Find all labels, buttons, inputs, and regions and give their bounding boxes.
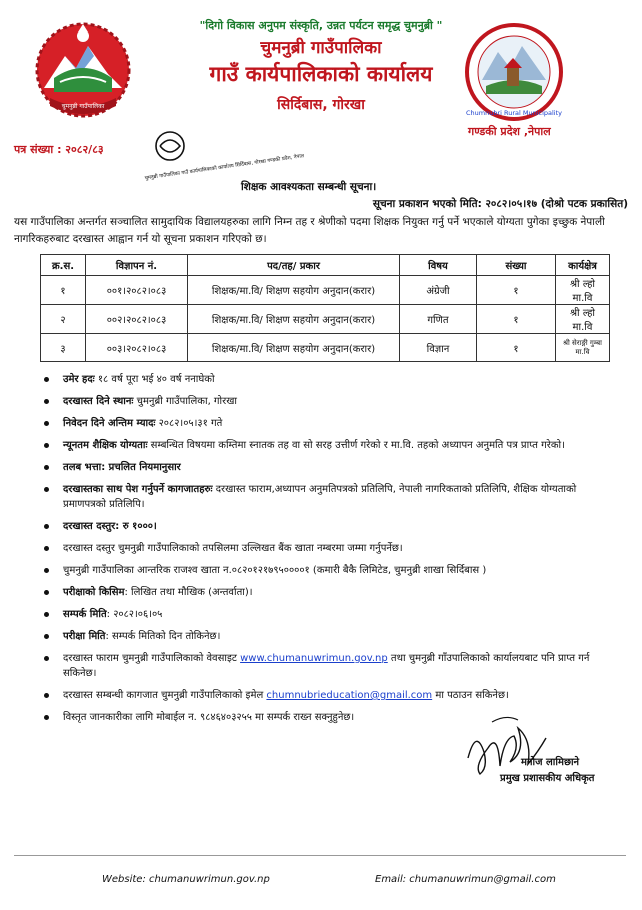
signatory-name: मनोज लामिछाने xyxy=(521,757,580,768)
province-label: गण्डकी प्रदेश ,नेपाल xyxy=(468,125,551,138)
left-logo-text: चुमनुब्री गाउँपालिका xyxy=(61,103,105,110)
cell: शिक्षक/मा.वि/ शिक्षण सहयोग अनुदान(करार) xyxy=(188,305,400,334)
item-text: विस्तृत जानकारीका लागि मोबाईल न. ९८४६४०३२५५ मा सम्पर्क राख्न सक्नुहुनेछ। xyxy=(63,712,355,723)
item-text: चुमनुब्री गाउँपालिका, गोरखा xyxy=(133,396,238,407)
item-text: दरखास्त फाराम चुमनुब्री गाउँपालिकाको वेवसाइट xyxy=(63,653,241,664)
list-item xyxy=(40,438,620,453)
email-link[interactable]: chumnubrieducation@gmail.com xyxy=(266,690,433,701)
item-text: चुमनुब्री गाउँपालिका आन्तरिक राजश्व खाता न.०८२०१२१७९५००००१ (कमारी बैकै लिमिटेड, चुमनुब्री शाखा सिर्दिबास ) xyxy=(63,565,487,576)
bullet-icon xyxy=(44,715,49,720)
notice-intro: यस गाउँपालिका अन्तर्गत सञ्चालित सामुदायिक विद्यालयहरुका लागि निम्न तह र श्रेणीको पदमा शिक्षक नियुक्त गर्नु पर्ने भएकाले योग्यता पुगेका इच्छुक नेपाली नागरिकहरुबाट दरखास्त आह्वान गर्न यो सूचना प्रकाशन गरिएको छ। xyxy=(14,216,605,245)
item-label: दरखास्त दिने स्थानः xyxy=(63,396,134,407)
cell: गणित xyxy=(400,305,477,334)
bullet-icon xyxy=(44,693,49,698)
table-header-row xyxy=(41,255,610,276)
municipality-name: चुमनुब्री गाउँपालिका xyxy=(260,38,382,58)
cell: १ xyxy=(477,276,556,305)
cell: विज्ञान xyxy=(400,334,477,362)
cell: १ xyxy=(477,334,556,362)
stamp-text: चुमनुब्री गाउँपालिका गाउँ कार्यपालिकाको कार्यालय सिर्दिबास, गोरखा गण्डकी प्रदेश, नेपाल xyxy=(144,153,305,182)
list-item xyxy=(40,607,620,622)
bullet-icon xyxy=(44,568,49,573)
bullet-icon xyxy=(44,487,49,492)
item-text: २०८२।०५।३१ गते xyxy=(155,418,223,429)
cell: श्री ल्हो मा.वि xyxy=(556,305,610,334)
bullet-icon xyxy=(44,656,49,661)
item-label: तलब भत्ता: प्रचलित नियमानुसार xyxy=(63,462,181,473)
bullet-icon xyxy=(44,443,49,448)
bullet-icon xyxy=(44,612,49,617)
website-link[interactable]: www.chumanuwrimun.gov.np xyxy=(240,653,388,664)
list-item xyxy=(40,372,620,387)
requirements-list xyxy=(40,372,620,732)
list-item xyxy=(40,416,620,431)
office-name: गाउँ कार्यपालिकाको कार्यालय xyxy=(209,62,433,86)
list-item xyxy=(40,629,620,644)
item-text: दरखास्त दस्तुर चुमनुब्री गाउँपालिकाको तपसिलमा उल्लिखत बैंक खाता नम्बरमा जम्मा गर्नुपर्नेछ। xyxy=(63,543,403,554)
list-item xyxy=(40,482,620,512)
reference-number: पत्र संख्या : २०८२/८३ xyxy=(14,143,104,156)
slogan: "दिगो विकास अनुपम संस्कृति, उन्नत पर्यटन समृद्ध चुमनुब्री " xyxy=(199,19,443,32)
cell: ३ xyxy=(41,334,86,362)
bullet-icon xyxy=(44,377,49,382)
cell: १ xyxy=(41,276,86,305)
item-label: परीक्षा मिति xyxy=(63,631,106,642)
table-row xyxy=(41,305,610,334)
item-label: निवेदन दिने अन्तिम म्यादः xyxy=(63,418,156,429)
list-item xyxy=(40,541,620,556)
item-text: : २०८२।०६।०५ xyxy=(106,609,163,620)
item-text: : सम्पर्क मितिको दिन तोकिनेछ। xyxy=(105,631,221,642)
list-item xyxy=(40,563,620,578)
list-item xyxy=(40,651,620,681)
footer-divider xyxy=(14,855,626,856)
footer-email: Email: chumanuwrimun@gmail.com xyxy=(375,874,556,885)
col-post: पद/तह/ प्रकार xyxy=(188,255,400,276)
col-count: संख्या xyxy=(477,255,556,276)
right-logo-text: Chumnubri Rural Municipality xyxy=(465,109,563,117)
cell: ००१।२०८२।०८३ xyxy=(86,276,188,305)
col-ad-no: विज्ञापन नं. xyxy=(86,255,188,276)
col-sn: क्र.स. xyxy=(41,255,86,276)
list-item xyxy=(40,585,620,600)
cell: श्री सेराङ्गी गुम्बा मा.वि xyxy=(556,334,610,362)
bullet-icon xyxy=(44,634,49,639)
list-item xyxy=(40,519,620,534)
cell: अंग्रेजी xyxy=(400,276,477,305)
notice-subject: शिक्षक आवश्यकता सम्बन्धी सूचना। xyxy=(241,181,377,193)
item-text: सम्बन्धित विषयमा कम्तिमा स्नातक तह वा सो सरह उत्तीर्ण गरेको र मा.वि. तहको अध्यापन अनुमति पत्र प्राप्त गरेको। xyxy=(147,440,565,451)
cell: श्री ल्हो मा.वि xyxy=(556,276,610,305)
list-item xyxy=(40,394,620,409)
col-subject: विषय xyxy=(400,255,477,276)
bullet-icon xyxy=(44,590,49,595)
vacancy-table xyxy=(40,254,610,362)
bullet-icon xyxy=(44,546,49,551)
bullet-icon xyxy=(44,524,49,529)
item-label: दरखास्त दस्तुर: रु १०००। xyxy=(63,521,157,532)
item-label: सम्पर्क मिति xyxy=(63,609,107,620)
office-stamp xyxy=(140,126,305,188)
cell: १ xyxy=(477,305,556,334)
item-label: न्यूनतम शैक्षिक योग्यताः xyxy=(63,440,148,451)
cell: २ xyxy=(41,305,86,334)
item-text: १८ वर्ष पूरा भई ४० वर्ष ननाघेको xyxy=(94,374,215,385)
cell: ००२।२०८२।०८३ xyxy=(86,305,188,334)
cell: शिक्षक/मा.वि/ शिक्षण सहयोग अनुदान(करार) xyxy=(188,334,400,362)
cell: शिक्षक/मा.वि/ शिक्षण सहयोग अनुदान(करार) xyxy=(188,276,400,305)
cell: ००३।२०८२।०८३ xyxy=(86,334,188,362)
item-text: दरखास्त फाराम,अध्यापन अनुमतिपत्रको प्रतिलिपि, नेपाली नागरिकताको प्रतिलिपि, शैक्षिक योग्यताको प्रमाणपत्रको प्रतिलिपि। xyxy=(63,484,577,510)
item-label: उमेर हदः xyxy=(63,374,95,385)
item-text: मा पठाउन सकिनेछ। xyxy=(432,690,509,701)
item-label: दरखास्तका साथ पेश गर्नुपर्ने कागजातहरुः xyxy=(63,484,213,495)
signatory-title: प्रमुख प्रशासकीय अधिकृत xyxy=(500,773,595,784)
footer-website: Website: chumanuwrimun.gov.np xyxy=(102,874,270,885)
bullet-icon xyxy=(44,465,49,470)
bullet-icon xyxy=(44,399,49,404)
col-workplace: कार्यक्षेत्र xyxy=(556,255,610,276)
item-label: परीक्षाको किसिम xyxy=(63,587,125,598)
office-address: सिर्दिबास, गोरखा xyxy=(277,97,365,113)
table-row xyxy=(41,334,610,362)
list-item xyxy=(40,688,620,703)
item-text: तथा चुमनुब्री गाँउपालिकाको कार्यालयबाट पनि प्राप्त गर्न सकिनेछ। xyxy=(63,653,590,679)
table-row xyxy=(41,276,610,305)
item-text: दरखास्त सम्बन्धी कागजात चुमनुब्री गाउँपालिकाको इमेल xyxy=(63,690,267,701)
publication-date: सूचना प्रकाशन भएको मिति: २०८२।०५।१७ (दोश्रो पटक प्रकासित) xyxy=(372,198,628,210)
item-text: : लिखित तथा मौखिक (अन्तर्वाता)। xyxy=(124,587,253,598)
bullet-icon xyxy=(44,421,49,426)
list-item xyxy=(40,460,620,475)
